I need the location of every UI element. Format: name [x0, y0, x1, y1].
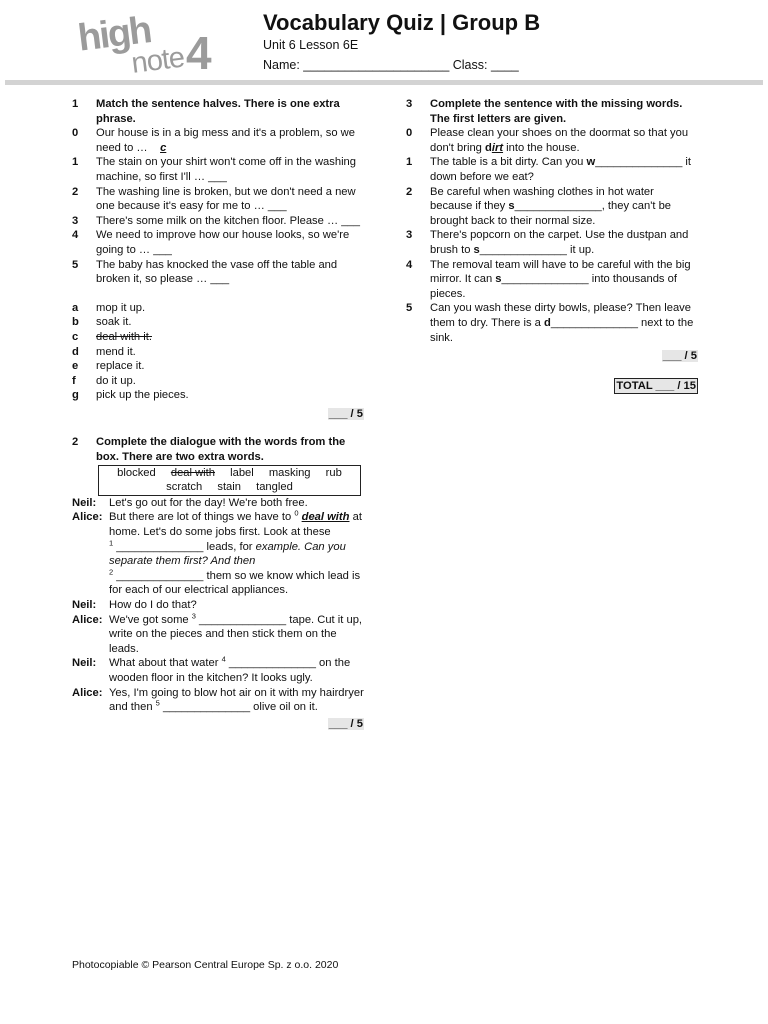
option-letter: e	[72, 360, 79, 373]
option-text: replace it.	[96, 360, 145, 373]
text-part: ______________ it up.	[479, 243, 595, 256]
dialogue-line	[72, 686, 364, 715]
option-text: pick up the pieces.	[96, 389, 189, 402]
box-word: stain	[217, 481, 241, 494]
text-part: ______________ them so we know which lead is for each of our electrical appliances.	[109, 569, 361, 597]
ex3-item	[406, 258, 698, 302]
text-part: ______________ on the wooden floor in the kitchen? It looks ugly.	[109, 657, 351, 684]
speaker: Neil:	[72, 496, 97, 509]
ex3-item	[406, 301, 698, 345]
box-word: scratch	[166, 481, 203, 494]
name-class-line: Name: _____________________ Class: ____	[263, 58, 519, 72]
item-prefix: Our house is in a big mess and it's a problem, so we need to …	[96, 127, 355, 154]
line-text	[109, 510, 364, 598]
text-part: into the house.	[506, 141, 580, 154]
example-answer: deal with	[301, 511, 350, 524]
speaker: Alice:	[72, 511, 103, 524]
first-letter: s	[473, 243, 480, 256]
text-part: Yes, I'm going to blow hot air on it with my hairdryer and then	[109, 686, 364, 714]
left-column	[72, 97, 364, 731]
first-letter: s	[495, 273, 502, 286]
item-number: 3	[406, 229, 413, 242]
item-text: The stain on your shirt won't come off in the washing machine, so first I'll … ___	[96, 156, 356, 183]
text-part: ______________ it down before we eat?	[430, 156, 692, 183]
item-number: 3	[72, 214, 79, 227]
option-text: do it up.	[96, 374, 136, 387]
text-part: ______________ into thousands of pieces.	[430, 273, 677, 300]
text-part: The removal team will have to be careful with the big mirror. It can	[430, 258, 691, 286]
line-text	[109, 656, 364, 685]
copyright-footer: Photocopiable © Pearson Central Europe Sp. z o.o. 2020	[72, 959, 339, 971]
ex1-score	[72, 407, 364, 422]
option-letter: c	[72, 330, 79, 343]
text-part: ______________, they can't be brought back to their normal size.	[430, 200, 672, 227]
item-text	[96, 126, 364, 155]
ex1-instruction: Match the sentence halves. There is one extra phrase.	[96, 98, 340, 125]
high-note-logo	[74, 9, 224, 80]
score-label: ___ / 5	[328, 717, 363, 730]
ex1-option	[72, 330, 364, 345]
first-letter: d	[544, 316, 551, 329]
dialogue-line	[72, 610, 364, 657]
option-text: mend it.	[96, 345, 136, 358]
ex3-item	[406, 155, 698, 184]
line-text	[109, 610, 364, 657]
ex3-score	[406, 349, 698, 364]
box-word: blocked	[117, 466, 156, 479]
spacer	[72, 287, 364, 301]
ex1-item	[72, 185, 364, 214]
item-number: 4	[406, 258, 413, 271]
option-letter: f	[72, 374, 76, 387]
ex2-number: 2	[72, 436, 79, 449]
item-number: 0	[406, 127, 413, 140]
spacer	[72, 421, 364, 435]
first-letter: w	[586, 156, 596, 169]
option-letter: b	[72, 316, 79, 329]
total-label: TOTAL ___ / 15	[614, 378, 698, 395]
box-word: label	[230, 466, 254, 479]
item-number: 1	[406, 156, 413, 169]
ex3-item	[406, 185, 698, 229]
item-number: 2	[406, 185, 413, 198]
example-answer: c	[160, 141, 167, 154]
gap-number: 4	[221, 654, 226, 664]
ex1-heading	[72, 97, 364, 126]
text-part: There's popcorn on the carpet. Use the dustpan and brush to	[430, 229, 689, 256]
item-number: 2	[72, 185, 79, 198]
ex3-number: 3	[406, 98, 413, 110]
logo-high: high	[75, 9, 153, 60]
ex1-item	[72, 126, 364, 155]
item-number: 1	[72, 156, 79, 169]
text-part: at home. Let's do some jobs first. Look at these	[109, 511, 362, 539]
option-letter: d	[72, 345, 79, 358]
first-letter: s	[508, 200, 515, 213]
gap-number: 1	[109, 537, 114, 547]
text-part: But there are lot of things we have to	[109, 511, 292, 524]
option-text: soak it.	[96, 316, 132, 329]
ex1-option	[72, 359, 364, 374]
option-text: mop it up.	[96, 301, 146, 314]
text-part: Please clean your shoes on the doormat so that you don't bring	[430, 127, 689, 154]
header-divider	[5, 80, 763, 85]
item-text: We need to improve how our house looks, so we're going to … ___	[96, 229, 350, 256]
total-score	[406, 378, 698, 395]
text-part: ______________ leads, for	[116, 540, 253, 553]
item-text	[430, 258, 698, 302]
text-part: We've got some	[109, 613, 189, 626]
text-part: ______________ next to the sink.	[430, 316, 694, 344]
gap-number: 3	[191, 610, 196, 620]
option-letter: a	[72, 301, 79, 314]
item-number: 4	[72, 229, 79, 242]
right-column	[406, 97, 698, 394]
ex2-instruction: Complete the dialogue with the words from the box. There are two extra words.	[96, 436, 346, 464]
speaker: Alice:	[72, 686, 103, 699]
item-text: The washing line is broken, but we don't need a new one because it's easy for me to … ___	[96, 185, 356, 213]
example-answer: irt	[491, 141, 504, 154]
box-word: tangled	[256, 481, 293, 494]
ex3-heading	[406, 97, 698, 126]
ex3-item	[406, 228, 698, 257]
box-word: rub	[325, 466, 342, 479]
gap-number: 5	[155, 698, 160, 708]
logo-note: note	[129, 41, 186, 80]
item-text: The baby has knocked the vase off the table and broken it, so please … ___	[96, 258, 338, 286]
score-label: ___ / 5	[662, 350, 697, 363]
ex2-score	[72, 717, 364, 732]
text-part: ______________ tape. Cut it up, write on the pieces and then stick them on the leads.	[109, 613, 363, 655]
line-text: Let's go out for the day! We're both free.	[109, 496, 308, 509]
option-letter: g	[72, 389, 79, 402]
text-part: Be careful when washing clothes in hot water because if they	[430, 185, 654, 213]
ex1-option	[72, 374, 364, 389]
item-number: 5	[406, 302, 413, 315]
item-text	[430, 126, 698, 155]
line-text: How do I do that?	[109, 599, 197, 611]
dialogue-line	[72, 510, 364, 598]
dialogue-line	[72, 496, 364, 511]
ex1-item	[72, 214, 364, 229]
item-text	[430, 155, 698, 184]
speaker: Neil:	[72, 599, 97, 611]
box-word-used: deal with	[170, 466, 215, 479]
ex1-option	[72, 315, 364, 330]
text-part: The table is a bit dirty. Can you	[430, 156, 584, 169]
lesson-subtitle: Unit 6 Lesson 6E	[263, 38, 359, 52]
item-text: There's some milk on the kitchen floor. Please … ___	[96, 214, 360, 227]
item-text	[430, 301, 698, 345]
first-letter: d	[485, 141, 492, 154]
item-number: 5	[72, 258, 79, 271]
page-title: Vocabulary Quiz | Group B	[263, 10, 541, 35]
score-label: ___ / 5	[328, 407, 363, 420]
ex1-item	[72, 155, 364, 184]
dialogue-line	[72, 598, 364, 613]
ex1-option	[72, 345, 364, 360]
ex3-item	[406, 126, 698, 155]
option-text-used: deal with it.	[96, 330, 152, 343]
ex3-instruction: Complete the sentence with the missing words. The first letters are given.	[430, 98, 683, 125]
speaker: Neil:	[72, 657, 97, 670]
ex1-option	[72, 388, 364, 403]
ex1-option	[72, 301, 364, 316]
ex1-item	[72, 258, 364, 287]
text-part: Can you wash these dirty bowls, please? Then leave them to dry. There is a	[430, 302, 691, 329]
dialogue-line	[72, 656, 364, 685]
ex1-item	[72, 228, 364, 257]
line-text	[109, 686, 364, 715]
item-text	[430, 185, 698, 229]
italic-text: example. Can you separate them first? And then	[109, 540, 346, 568]
logo-four: 4	[186, 27, 212, 79]
speaker: Alice:	[72, 613, 103, 626]
gap-number: 2	[109, 567, 114, 577]
item-text	[430, 228, 698, 257]
word-box	[98, 465, 361, 496]
box-word: masking	[268, 466, 311, 479]
ex2-heading	[72, 435, 364, 464]
ex1-number: 1	[72, 98, 79, 110]
item-number: 0	[72, 127, 79, 140]
text-part: What about that water	[109, 657, 219, 670]
gap-number: 0	[294, 508, 299, 518]
text-part: ______________ olive oil on it.	[162, 701, 318, 714]
